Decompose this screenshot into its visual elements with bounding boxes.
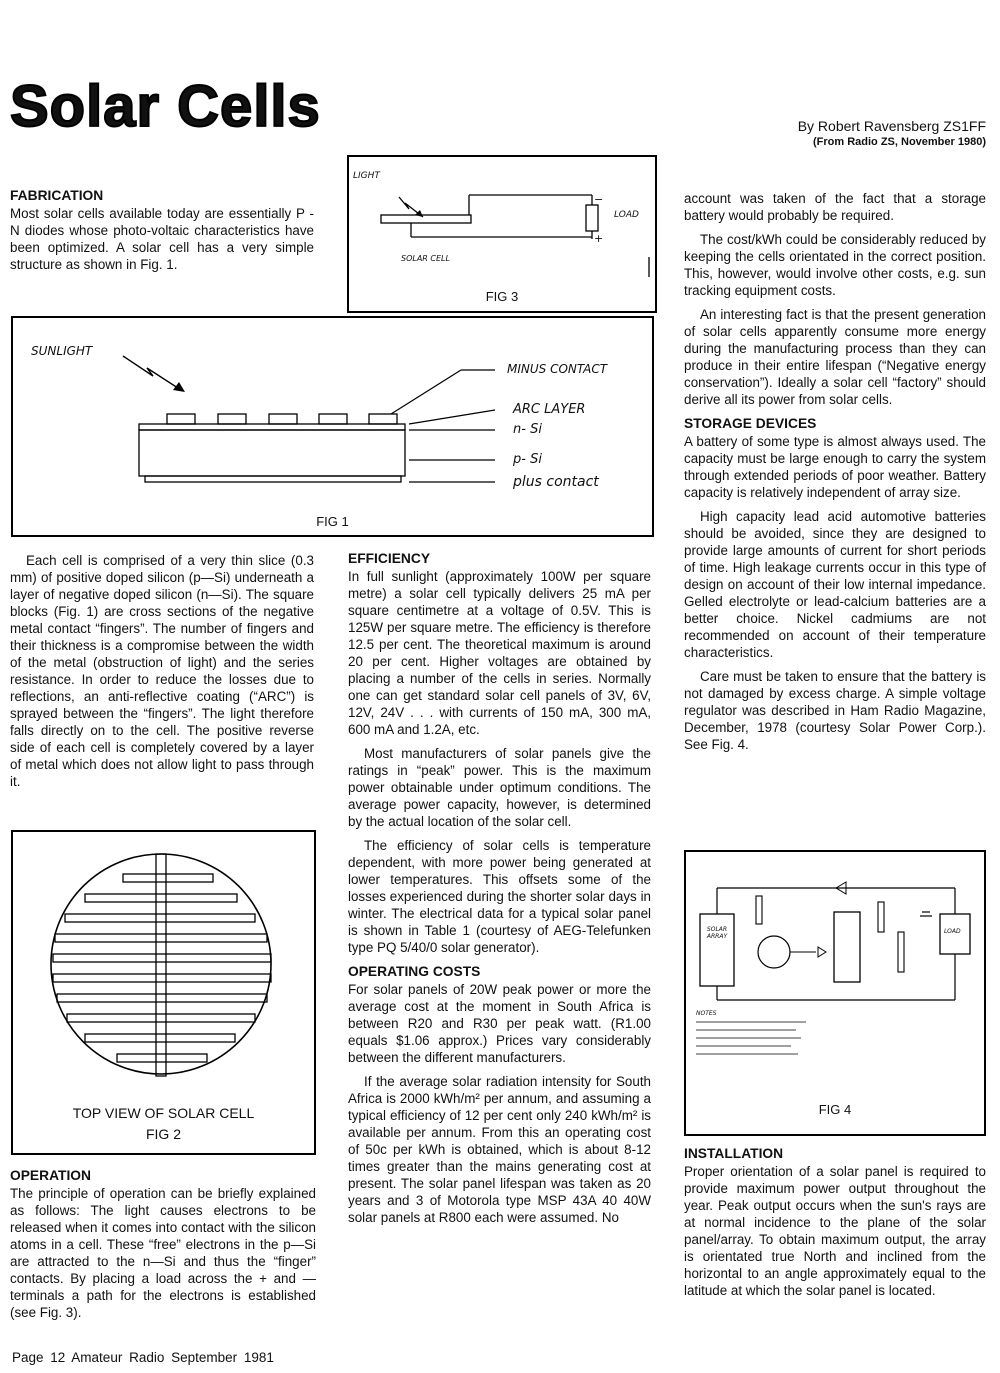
operation-section (10, 1167, 316, 1328)
costs-paragraph-1: For solar panels of 20W peak power or more the average cost at the moment in South Africa is between R20 and R30 per peak watt. (R1.00 equals $1.06 approx.) Prices vary considerably between the different manufacturers. (348, 982, 651, 1065)
fig4-load-label: LOAD (944, 928, 961, 935)
column-3 (684, 190, 986, 760)
fig1-arc-layer-label: ARC LAYER (513, 402, 586, 417)
fig1-sunlight-label: SUNLIGHT (31, 344, 93, 358)
storage-paragraph-3: Care must be taken to ensure that the battery is not damaged by excess charge. A simple voltage regulator was described in Ham Radio Magazine, December, 1978 (courtesy Solar Power Corp.). See Fig. 4. (684, 669, 986, 752)
storage-paragraph-1: A battery of some type is almost always used. The capacity must be large enough to carry the system through extended periods of poor weather. Battery capacity is relatively independent of array size. (684, 434, 986, 500)
page-title: Solar Cells (10, 74, 321, 139)
efficiency-paragraph-3: The efficiency of solar cells is temperature dependent, with more power being generated at lower temperatures. This offsets some of the losses experienced during the shorter solar days in winter. The electrical data for a typical solar panel is shown in Table 1 (courtesy of AEG-Telefunken type PQ 5/40/0 solar generator). (348, 838, 651, 955)
figure-3 (347, 155, 657, 313)
col3-paragraph-1: account was taken of the fact that a storage battery would probably be required. (684, 191, 986, 223)
col3-paragraph-3: An interesting fact is that the present generation of solar cells apparently consume more energy during the manufacturing process than they can produce in their entire lifespan (“Negative energy conservation”). Ideally a solar cell “factory” should derive all its power from solar cells. (684, 307, 986, 407)
fig4-solar-array-label: SOLAR ARRAY (706, 926, 728, 940)
fig2-caption-line2: FIG 2 (145, 1126, 181, 1142)
efficiency-paragraph-1: In full sunlight (approximately 100W per square metre) a solar cell typically delivers 25 mA per square centimetre at a voltage of 0.5V. This is 125W per square metre. The efficiency is therefore 12.5 per cent. The theoretical maximum is around 20 per cent. Higher voltages are obtained by placing a number of the cells in series. Normally one can get standard solar cell panels of 3V, 6V, 12V, 24V . . . with currents of 150 mA, 300 mA, 600 mA and 1.2A, etc. (348, 569, 651, 737)
fig1-p-si-label: p- Si (513, 452, 542, 467)
efficiency-heading: EFFICIENCY (348, 551, 431, 566)
fabrication-section (10, 187, 314, 280)
fig1-plus-contact-label: plus contact (513, 474, 599, 490)
installation-section (684, 1145, 986, 1306)
fig1-caption: FIG 1 (316, 514, 349, 529)
col3-paragraph-2: The cost/kWh could be considerably reduced by keeping the cells orientated in the correct position. This, however, would involve other costs, e.g. sun tracking equipment costs. (684, 232, 986, 298)
fig2-caption-line1: TOP VIEW OF SOLAR CELL (72, 1105, 255, 1121)
efficiency-paragraph-2: Most manufacturers of solar panels give the ratings in “peak” power. This is the maximum power obtainable under optimum conditions. The average power capacity, however, is determined by the actual location of the solar cell. (348, 746, 651, 829)
fig3-load-label: LOAD (614, 210, 639, 220)
fig1-minus-contact-label: MINUS CONTACT (507, 362, 608, 376)
fig3-circuit-diagram (349, 157, 655, 282)
fig3-light-label: LIGHT (353, 171, 380, 181)
byline (798, 118, 986, 150)
storage-devices-heading: STORAGE DEVICES (684, 416, 817, 431)
author: By Robert Ravensberg ZS1FF (797, 118, 986, 134)
column-1 (10, 552, 314, 797)
fabrication-heading: FABRICATION (10, 188, 104, 203)
source-note: (From Radio ZS, November 1980) (813, 136, 986, 148)
fig4-caption: FIG 4 (818, 1102, 852, 1117)
operation-heading: OPERATION (10, 1168, 91, 1183)
fig3-solar-cell-label: SOLAR CELL (401, 254, 450, 263)
fabrication-paragraph: Most solar cells available today are essentially P - N diodes whose photo-voltaic characteristics have been optimized. A solar cell has a very simple structure as shown in Fig. 1. (10, 206, 314, 272)
figure-1 (11, 316, 654, 537)
fig3-caption: FIG 3 (485, 289, 519, 304)
fig3-plus-label: + (594, 232, 604, 245)
figure-2 (11, 830, 316, 1155)
installation-heading: INSTALLATION (684, 1146, 784, 1161)
installation-paragraph: Proper orientation of a solar panel is required to provide maximum power output throughout the year. Peak output occurs when the sun's rays are at normal incidence to the plane of the solar panel/array. To obtain maximum output, the array is orientated true North and inclined from the horizontal to an angle approximately equal to the latitude at which the solar panel is located. (684, 1164, 986, 1298)
page-footer: Page 12 Amateur Radio September 1981 (12, 1350, 274, 1365)
costs-paragraph-2: If the average solar radiation intensity for South Africa is 2000 kWh/m² per annum, and assuming a typical efficiency of 12 per cent only 240 kWh/m² is available per annum. From this an operating cost of 50c per kWh is obtained, which is about 8-12 times greater than the mains generating cost at present. The solar panel lifespan was taken as 20 years and 3 of Motorola type MSP 43A 40 40W solar panels at R800 each were assumed. No (348, 1074, 651, 1225)
storage-paragraph-2: High capacity lead acid automotive batteries should be avoided, since they are designed to provide large amounts of current for short periods of time. High leakage currents occur in this type of design on account of their low internal impedance. Gelled electrolyte or lead-calcium batteries are a better choice. Nickel cadmiums are not recommended on account of their temperature characteristics. (684, 509, 986, 660)
operation-paragraph: The principle of operation can be briefly explained as follows: The light causes electrons to be released when it comes into contact with the silicon atoms in a cell. These “free” electrons in the p—Si are attracted to the n—Si and thus the “finger” contacts. By placing a load across the + and — terminals a path for the electrons is established (see Fig. 3). (10, 1186, 316, 1320)
fig4-regulator-schematic (686, 852, 984, 1092)
figure-4 (684, 850, 986, 1136)
fig3-minus-label: − (594, 193, 604, 206)
fig1-n-si-label: n- Si (513, 422, 542, 437)
fig2-top-view-diagram (13, 832, 314, 1097)
column-2 (348, 550, 651, 1233)
operating-costs-heading: OPERATING COSTS (348, 964, 481, 979)
col1-paragraph-cell-structure: Each cell is comprised of a very thin slice (0.3 mm) of positive doped silicon (p—Si) underneath a layer of negative doped silicon (n—Si). The square blocks (Fig. 1) are cross sections of the negative metal contact “fingers”. The number of fingers and their thickness is a compromise between the width of the metal (obstruction of light) and the series resistance. In order to reduce the losses due to reflections, an anti-reflective coating (“ARC”) is sprayed between the “fingers”. The light therefore falls directly on to the cell. The positive reverse side of each cell is completely covered by a layer of metal which does not allow light to pass through it. (10, 553, 314, 789)
fig4-notes-label: NOTES (696, 1010, 717, 1017)
